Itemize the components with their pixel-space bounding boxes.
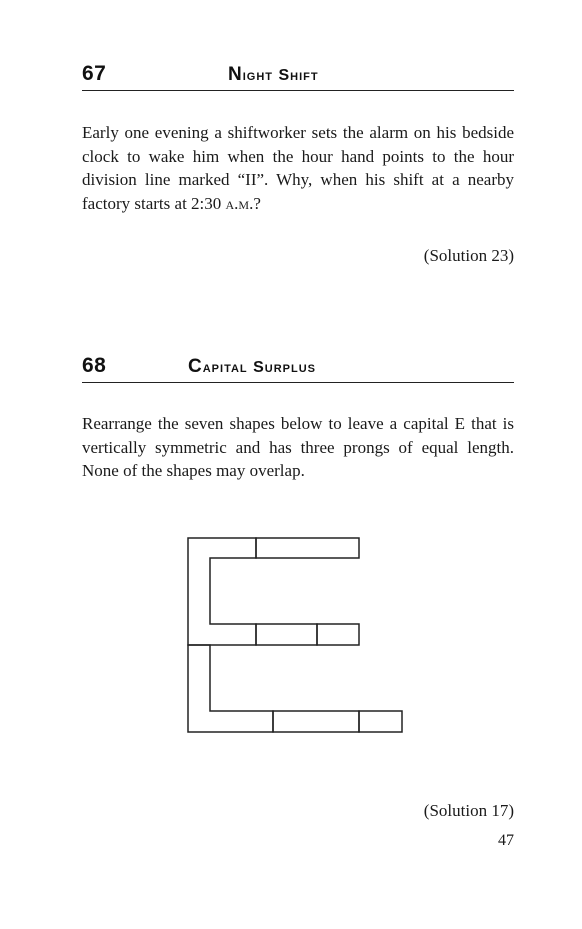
shape-6-bottom-bar (273, 711, 359, 732)
shape-2-top-bar (256, 538, 359, 558)
puzzle-68-solution-ref: (Solution 17) (423, 801, 514, 820)
puzzle-67-am-label: a.m. (225, 193, 254, 213)
shape-3-middle-bar (256, 624, 317, 645)
shape-5-lower-l (188, 645, 273, 732)
puzzle-67-title: Night Shift (228, 64, 319, 85)
puzzle-67-number: 67 (82, 62, 107, 85)
puzzle-67-text-main: Early one evening a shiftworker sets the alarm on his bedside clock to wake him when the hour hand points to the hour division line marked “II”. Why, when his shift at a nearby factory starts at 2:30 (82, 123, 514, 213)
puzzle-68-number: 68 (82, 354, 107, 377)
puzzle-67-solution-ref: (Solution 23) (423, 246, 514, 265)
puzzle-68-text: Rearrange the seven shapes below to leave a capital E that is vertically symmetric and has three prongs of equal length. None of the shapes may overlap. (82, 414, 514, 480)
page-number: 47 (498, 832, 514, 849)
shape-1-upper-c (188, 538, 256, 645)
puzzle-68-title: Capital Surplus (188, 356, 316, 377)
shape-4-middle-square (317, 624, 359, 645)
puzzle-67-text-end: ? (253, 193, 261, 213)
shape-7-bottom-square (359, 711, 402, 732)
